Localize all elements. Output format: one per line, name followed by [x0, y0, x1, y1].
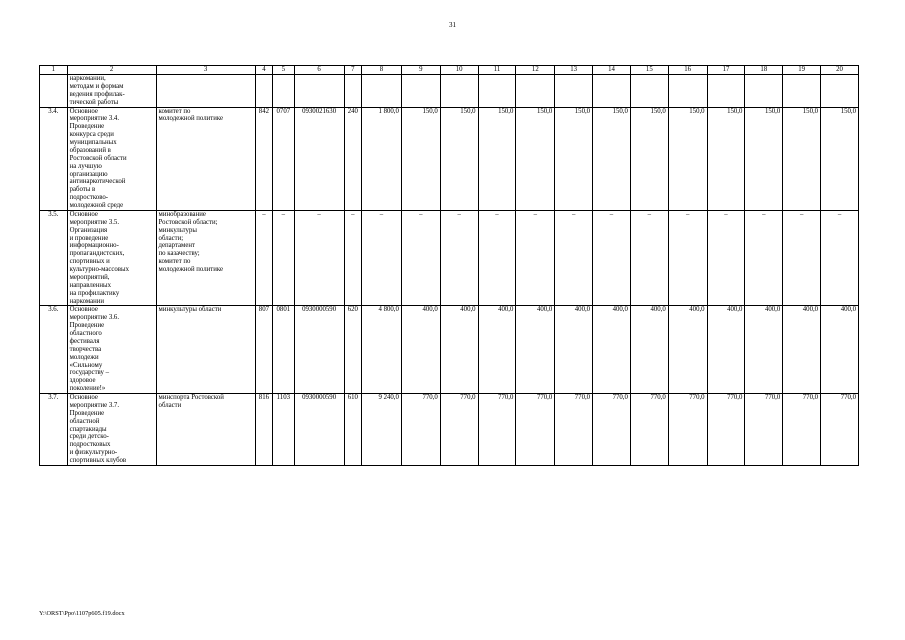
year-value-cell: 400,0 — [821, 306, 859, 394]
column-number-13: 13 — [555, 66, 593, 75]
year-value-cell: 770,0 — [401, 394, 440, 466]
column-number-10: 10 — [440, 66, 478, 75]
year-value-cell: 400,0 — [593, 306, 631, 394]
executor-line: минкультуры — [158, 226, 197, 234]
year-value-cell: 770,0 — [745, 394, 783, 466]
name-line: «Сильному — [69, 361, 103, 369]
year-value-cell: 150,0 — [440, 107, 478, 210]
table-row-continuation — [40, 75, 859, 108]
year-value-cell: – — [668, 210, 707, 306]
executor-line: комитет по — [158, 258, 191, 266]
column-number-17: 17 — [707, 66, 745, 75]
name-line: областного — [69, 330, 102, 337]
name-line: информационно- — [69, 242, 119, 250]
column-number-9: 9 — [401, 66, 440, 75]
file-path-footer: Y:\ORST\Ppo\1107p605.f19.docx — [39, 610, 125, 617]
name-line: Проведение — [69, 123, 105, 131]
name-line: антинаркотической — [69, 178, 126, 186]
executor-line: минкультуры области — [158, 306, 222, 314]
year-value-cell: 150,0 — [821, 107, 859, 210]
name-line: Основное — [69, 394, 98, 401]
name-line: Ростовской области — [69, 154, 127, 162]
column-number-16: 16 — [668, 66, 707, 75]
total-cell: 4 800,0 — [362, 306, 402, 394]
table-row — [40, 306, 859, 394]
name-line: работы в — [69, 186, 96, 194]
table-row — [40, 107, 859, 210]
year-value-cell: 150,0 — [745, 107, 783, 210]
row-name-cell — [67, 107, 156, 210]
vr-cell: – — [344, 210, 361, 306]
year-value-cell: 150,0 — [707, 107, 745, 210]
year-value-cell: 150,0 — [668, 107, 707, 210]
csr-cell: 0930000590 — [294, 306, 344, 394]
column-number-15: 15 — [630, 66, 668, 75]
year-value-cell: 400,0 — [707, 306, 745, 394]
name-line: государству – — [69, 369, 110, 377]
executor-line: области; — [158, 234, 184, 242]
year-value-cell: – — [555, 210, 593, 306]
row-executor-cell — [156, 306, 255, 394]
name-line: здоровое — [69, 377, 96, 385]
row-name-cell — [67, 75, 156, 108]
name-line: организацию — [69, 170, 108, 178]
name-line: на профилактику — [69, 289, 120, 297]
name-line: мероприятий, — [69, 273, 110, 281]
year-value-cell: 400,0 — [783, 306, 821, 394]
name-line: подростково- — [69, 194, 109, 202]
column-number-4: 4 — [255, 66, 272, 75]
executor-line: по казачеству; — [158, 250, 200, 258]
table-row — [40, 210, 859, 306]
year-value-cell: 770,0 — [630, 394, 668, 466]
vr-cell: 610 — [344, 394, 361, 466]
year-value-cell: 150,0 — [516, 107, 555, 210]
grbs-cell: 816 — [255, 394, 272, 466]
rzpr-cell: – — [273, 210, 294, 306]
executor-line: минобразование — [158, 210, 206, 218]
executor-line: Ростовской области; — [158, 218, 218, 226]
row-id-cell: 3.4. — [40, 107, 68, 210]
vr-cell: 620 — [344, 306, 361, 394]
column-number-14: 14 — [593, 66, 631, 75]
name-line: молодежной среде — [69, 202, 124, 209]
page-number: 31 — [449, 21, 456, 29]
year-value-cell: – — [401, 210, 440, 306]
row-name-cell — [67, 306, 156, 394]
name-line: и физкультурно- — [69, 449, 118, 457]
name-line: подростковых — [69, 441, 111, 449]
year-value-cell: 400,0 — [478, 306, 516, 394]
row-id-cell: 3.5. — [40, 210, 68, 306]
column-number-8: 8 — [362, 66, 402, 75]
column-number-12: 12 — [516, 66, 555, 75]
year-value-cell: 150,0 — [593, 107, 631, 210]
column-number-row — [40, 66, 859, 75]
column-number-6: 6 — [294, 66, 344, 75]
csr-cell: – — [294, 210, 344, 306]
row-id-cell: 3.6. — [40, 306, 68, 394]
year-value-cell: – — [783, 210, 821, 306]
budget-table — [39, 65, 859, 466]
vr-cell: 240 — [344, 107, 361, 210]
year-value-cell: 770,0 — [555, 394, 593, 466]
grbs-cell: 842 — [255, 107, 272, 210]
rzpr-cell: 0801 — [273, 306, 294, 394]
name-line: и проведение — [69, 234, 109, 242]
total-cell: 1 800,0 — [362, 107, 402, 210]
row-name-cell — [67, 394, 156, 466]
name-line: на лучшую — [69, 162, 102, 170]
name-line: областной — [69, 417, 100, 425]
executor-line: молодежной политике — [158, 266, 224, 273]
name-line: образований в — [69, 146, 111, 154]
name-line: направленных — [69, 281, 111, 289]
csr-cell: 0930021630 — [294, 107, 344, 210]
year-value-cell: – — [707, 210, 745, 306]
name-line: среди детско- — [69, 433, 109, 441]
rzpr-cell: 1103 — [273, 394, 294, 466]
row-id-cell — [40, 75, 68, 108]
year-value-cell: 770,0 — [593, 394, 631, 466]
name-line: молодежи — [69, 353, 99, 361]
name-line: ведения профилак- — [69, 90, 125, 98]
column-number-20: 20 — [821, 66, 859, 75]
total-cell: 9 240,0 — [362, 394, 402, 466]
name-line: мероприятие 3.7. — [69, 401, 120, 409]
name-line: творчества — [69, 345, 102, 353]
year-value-cell: 770,0 — [440, 394, 478, 466]
year-value-cell: 150,0 — [630, 107, 668, 210]
name-line: спортивных клубов — [69, 457, 127, 464]
name-line: культурно-массовых — [69, 266, 129, 273]
name-line: Организация — [69, 226, 108, 234]
year-value-cell: – — [478, 210, 516, 306]
year-value-cell: 770,0 — [783, 394, 821, 466]
year-value-cell: – — [516, 210, 555, 306]
executor-line: области — [158, 401, 182, 409]
year-value-cell: 400,0 — [440, 306, 478, 394]
name-line: Проведение — [69, 322, 105, 330]
column-number-2: 2 — [67, 66, 156, 75]
name-line: мероприятие 3.4. — [69, 115, 120, 123]
year-value-cell: – — [440, 210, 478, 306]
name-line: тической работы — [69, 98, 119, 106]
row-executor-cell — [156, 394, 255, 466]
year-value-cell: 150,0 — [478, 107, 516, 210]
name-line: мероприятие 3.6. — [69, 314, 120, 322]
name-line: наркомании, — [69, 75, 106, 82]
year-value-cell: 150,0 — [783, 107, 821, 210]
name-line: пропагандистских, — [69, 250, 125, 258]
column-number-1: 1 — [40, 66, 68, 75]
grbs-cell: 807 — [255, 306, 272, 394]
executor-line: комитет по — [158, 107, 191, 115]
total-cell: – — [362, 210, 402, 306]
column-number-5: 5 — [273, 66, 294, 75]
year-value-cell: 770,0 — [516, 394, 555, 466]
year-value-cell: – — [630, 210, 668, 306]
year-value-cell: 770,0 — [668, 394, 707, 466]
row-id-cell: 3.7. — [40, 394, 68, 466]
year-value-cell: 400,0 — [668, 306, 707, 394]
grbs-cell: – — [255, 210, 272, 306]
rzpr-cell: 0707 — [273, 107, 294, 210]
name-line: Основное — [69, 210, 98, 218]
row-executor-cell — [156, 107, 255, 210]
year-value-cell: 400,0 — [401, 306, 440, 394]
column-number-19: 19 — [783, 66, 821, 75]
name-line: фестиваля — [69, 337, 100, 345]
name-line: муниципальных — [69, 139, 117, 146]
year-value-cell: 770,0 — [821, 394, 859, 466]
year-value-cell: – — [821, 210, 859, 306]
year-value-cell: 150,0 — [401, 107, 440, 210]
year-value-cell: 400,0 — [555, 306, 593, 394]
csr-cell: 0930000590 — [294, 394, 344, 466]
column-number-7: 7 — [344, 66, 361, 75]
name-line: Основное — [69, 306, 98, 314]
executor-line: молодежной политике — [158, 115, 224, 123]
name-line: спартакиады — [69, 425, 107, 433]
name-line: конкурса среди — [69, 131, 114, 139]
row-name-cell — [67, 210, 156, 306]
year-value-cell: 400,0 — [745, 306, 783, 394]
name-line: Основное — [69, 107, 98, 115]
name-line: поколение!» — [69, 385, 106, 393]
name-line: методам и формам — [69, 82, 124, 90]
column-number-11: 11 — [478, 66, 516, 75]
executor-line: минспорта Ростовской — [158, 394, 224, 401]
year-value-cell: 150,0 — [555, 107, 593, 210]
column-number-18: 18 — [745, 66, 783, 75]
year-value-cell: – — [593, 210, 631, 306]
name-line: мероприятие 3.5. — [69, 218, 120, 226]
column-number-3: 3 — [156, 66, 255, 75]
executor-line: департамент — [158, 242, 195, 250]
year-value-cell: 400,0 — [516, 306, 555, 394]
table-row — [40, 394, 859, 466]
row-executor-cell — [156, 210, 255, 306]
year-value-cell: 400,0 — [630, 306, 668, 394]
year-value-cell: – — [745, 210, 783, 306]
name-line: Проведение — [69, 409, 105, 417]
name-line: наркомании — [69, 297, 105, 305]
year-value-cell: 770,0 — [478, 394, 516, 466]
name-line: спортивных и — [69, 258, 110, 266]
year-value-cell: 770,0 — [707, 394, 745, 466]
